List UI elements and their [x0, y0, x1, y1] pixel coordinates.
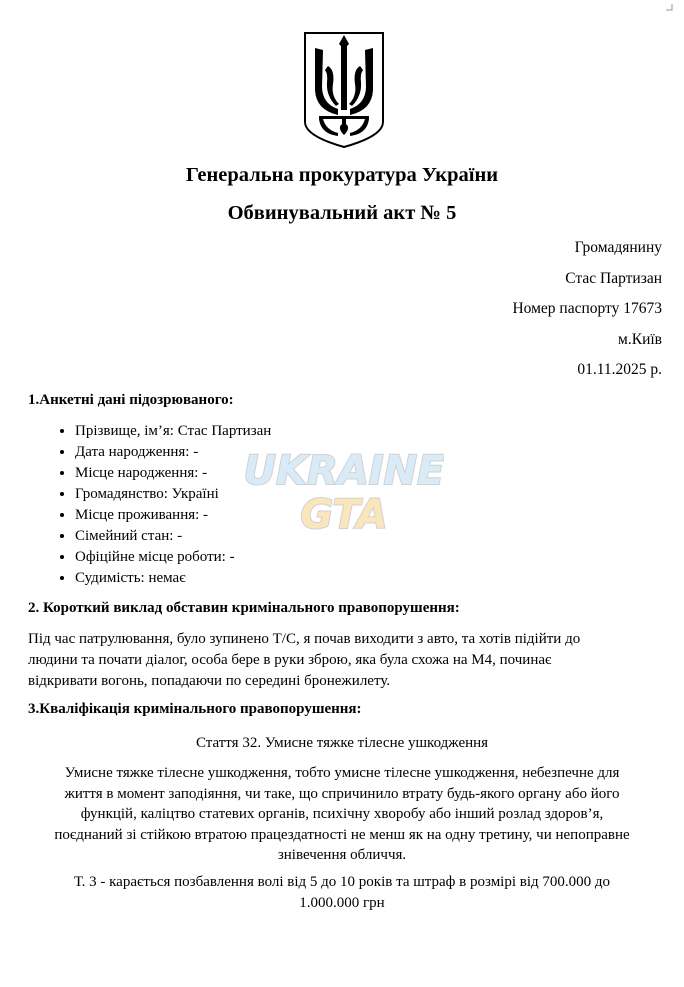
- ukraine-gta-logo-watermark: [244, 440, 444, 540]
- section3-heading: 3.Кваліфікація кримінального правопорушення:: [28, 701, 362, 717]
- addressee-name: Стас Партизан: [565, 270, 662, 287]
- passport-number: Номер паспорту 17673: [512, 300, 662, 317]
- paragraph-line: людини та почати діалог, особа бере в руки зброю, яка була схожа на М4, починає: [28, 652, 552, 668]
- trident-emblem-icon: [302, 30, 386, 150]
- document-title: Обвинувальний акт № 5: [227, 202, 457, 224]
- list-item: • Громадянство: Україні: [75, 484, 271, 505]
- list-item: • Сімейний стан: -: [75, 526, 271, 547]
- section2-heading: 2. Короткий виклад обставин кримінального правопорушення:: [28, 600, 460, 616]
- list-item: • Місце проживання: -: [75, 505, 271, 526]
- organization-title: Генеральна прокуратура України: [185, 164, 499, 186]
- watermark-line-2: GTA: [300, 492, 388, 538]
- list-item: • Місце народження: -: [75, 463, 271, 484]
- description-line: життя в момент заподіяння, чи таке, що спричинило втрату будь-якого органу або його: [64, 785, 620, 802]
- addressee-line: Громадянину: [574, 239, 662, 256]
- description-line: поєднаний зі стійкою втратою працездатності не менш як на одну третину, чи непоправне: [54, 826, 630, 843]
- list-item: • Офіційне місце роботи: -: [75, 547, 271, 568]
- description-line: Умисне тяжке тілесне ушкодження, тобто умисне тілесне ушкодження, небезпечне для: [64, 765, 620, 781]
- penalty-line: Т. 3 - карається позбавлення волі від 5 до 10 років та штраф в розмірі від 700.000 до: [73, 874, 611, 890]
- city: м.Київ: [618, 331, 662, 348]
- corner-fold-icon: [666, 4, 678, 14]
- penalty-text: [30, 872, 654, 913]
- article-description: [30, 763, 654, 866]
- list-item: • Судимість: немає: [75, 568, 271, 589]
- section1-heading: 1.Анкетні дані підозрюваного:: [28, 392, 234, 408]
- paragraph-line: Під час патрулювання, було зупинено Т/С, я почав виходити з авто, та хотів підійти до: [28, 631, 581, 647]
- article-title: Стаття 32. Умисне тяжке тілесне ушкодження: [195, 735, 489, 751]
- description-line: функцій, каліцтво статевих органів, психічну хворобу або інший розлад здоров’я,: [80, 806, 604, 822]
- paragraph-line: відкривати вогонь, попадаючи по середині бронежилету.: [28, 673, 391, 689]
- circumstances-paragraph: [28, 629, 658, 692]
- penalty-line: 1.000.000 грн: [299, 894, 385, 911]
- suspect-data-list: [28, 421, 271, 589]
- list-item: • Дата народження: -: [75, 442, 271, 463]
- watermark-line-1: UKRAINE: [244, 448, 444, 494]
- description-line: знівечення обличчя.: [277, 847, 407, 863]
- list-item: • Прізвище, ім’я: Стас Партизан: [75, 421, 271, 442]
- document-date: 01.11.2025 р.: [577, 361, 662, 378]
